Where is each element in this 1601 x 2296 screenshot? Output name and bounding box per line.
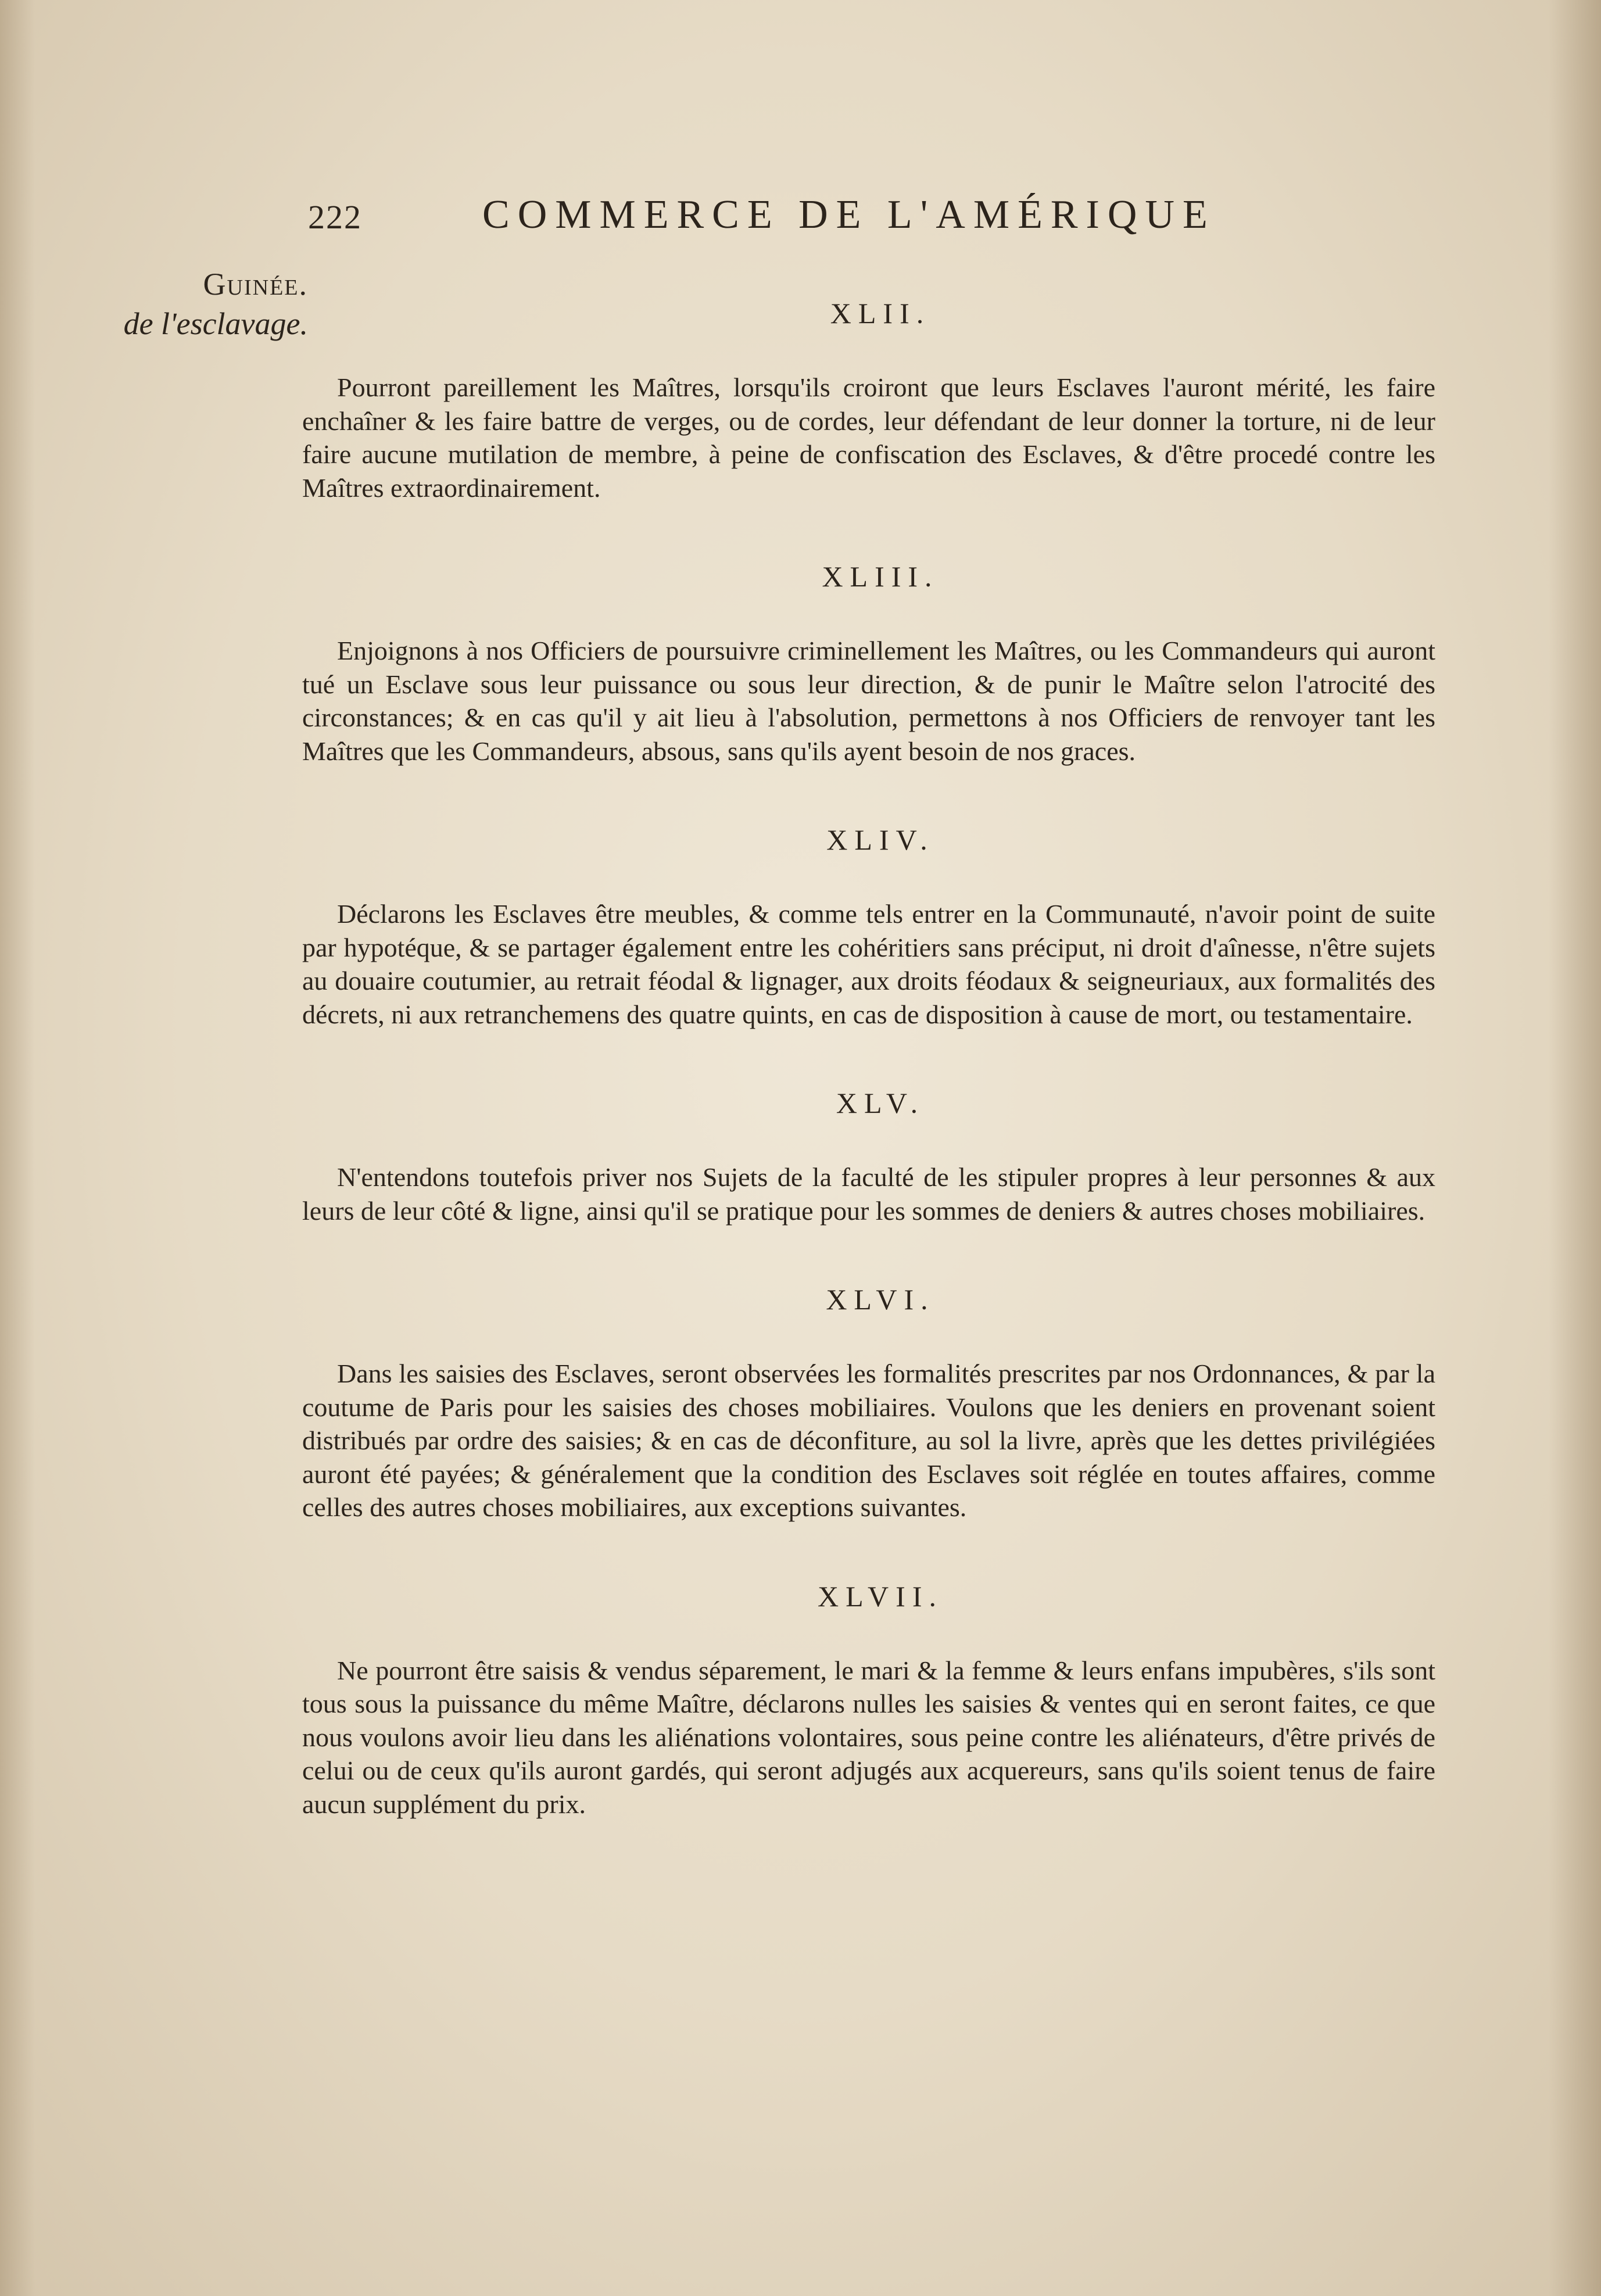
article <box>302 1283 1435 1524</box>
article-number: XLVII. <box>818 1579 943 1613</box>
page-number: 222 <box>308 198 362 236</box>
running-title: COMMERCE DE L'AMÉRIQUE <box>482 192 1216 237</box>
article-text: Enjoignons à nos Officiers de poursuivre criminellement les Maîtres, ou les Commandeurs qui auront tué un Esclave sous leur puissance ou sous leur direction, & de punir le Maître selon l'atrocité des circonstances; & en cas qu'il y ait lieu à l'absolution, permettons à nos Officiers de renvoyer tant les Maîtres que les Commandeurs, absous, sans qu'ils ayent besoin de nos graces. <box>302 636 1435 766</box>
page-edge-shadow-left <box>0 0 35 2296</box>
article <box>302 296 1435 504</box>
margin-note-region: Guinée. <box>203 267 308 302</box>
margin-note-topic: de l'esclavage. <box>123 306 308 341</box>
margin-note <box>87 264 308 343</box>
page-edge-shadow-right <box>1549 0 1601 2296</box>
article-text: Déclarons les Esclaves être meubles, & comme tels entrer en la Communauté, n'avoir point de suite par hypotéque, & se partager également entre les cohéritiers sans préciput, ni droit d'aînesse, n'être sujets au douaire coutumier, au retrait féodal & lignager, aux droits féodaux & seigneuriaux, aux formalités des décrets, ni aux retranchemens des quatre quints, en cas de disposition à cause de mort, ou testamentaire. <box>302 899 1435 1029</box>
article-text: Ne pourront être saisis & vendus séparement, le mari & la femme & leurs enfans impubères, s'ils sont tous sous la puissance du même Maître, déclarons nulles les saisies & ventes qui en seront faites, ce que nous voulons avoir lieu dans les aliénations volontaires, sous peine contre les aliénateurs, d'être privés de celui ou de ceux qu'ils auront gardés, qui seront adjugés aux acquereurs, sans qu'ils soient tenus de faire aucun supplément du prix. <box>302 1655 1435 1819</box>
article-number: XLIII. <box>822 560 939 593</box>
article <box>302 823 1435 1031</box>
article <box>302 1579 1435 1821</box>
article-number: XLV. <box>836 1087 925 1119</box>
article-number: XLII. <box>830 297 931 329</box>
article <box>302 560 1435 768</box>
page-header <box>308 192 1296 244</box>
article-number: XLVI. <box>826 1283 935 1316</box>
article-text: Dans les saisies des Esclaves, seront observées les formalités prescrites par nos Ordonnances, & par la coutume de Paris pour les saisies des choses mobiliaires. Voulons que les deniers en provenant soient distribués par ordre des saisies; & en cas de déconfiture, au sol la livre, après que les dettes privilégiées auront été payées; & généralement que la condition des Esclaves soit réglée en toutes affaires, comme celles des autres choses mobiliaires, aux exceptions suivantes. <box>302 1359 1435 1522</box>
article-text: Pourront pareillement les Maîtres, lorsqu'ils croiront que leurs Esclaves l'auront mérité, les faire enchaîner & les faire battre de verges, ou de cordes, leur défendant de leur donner la torture, ni de leur faire aucune mutilation de membre, à peine de confiscation des Esclaves, & d'être procedé contre les Maîtres extraordinairement. <box>302 372 1435 503</box>
article <box>302 1086 1435 1227</box>
body-text <box>302 296 1435 1821</box>
article-number: XLIV. <box>826 823 934 856</box>
article-text: N'entendons toutefois priver nos Sujets de la faculté de les stipuler propres à leur personnes & aux leurs de leur côté & ligne, ainsi qu'il se pratique pour les sommes de deniers & autres choses mobiliaires. <box>302 1162 1435 1226</box>
